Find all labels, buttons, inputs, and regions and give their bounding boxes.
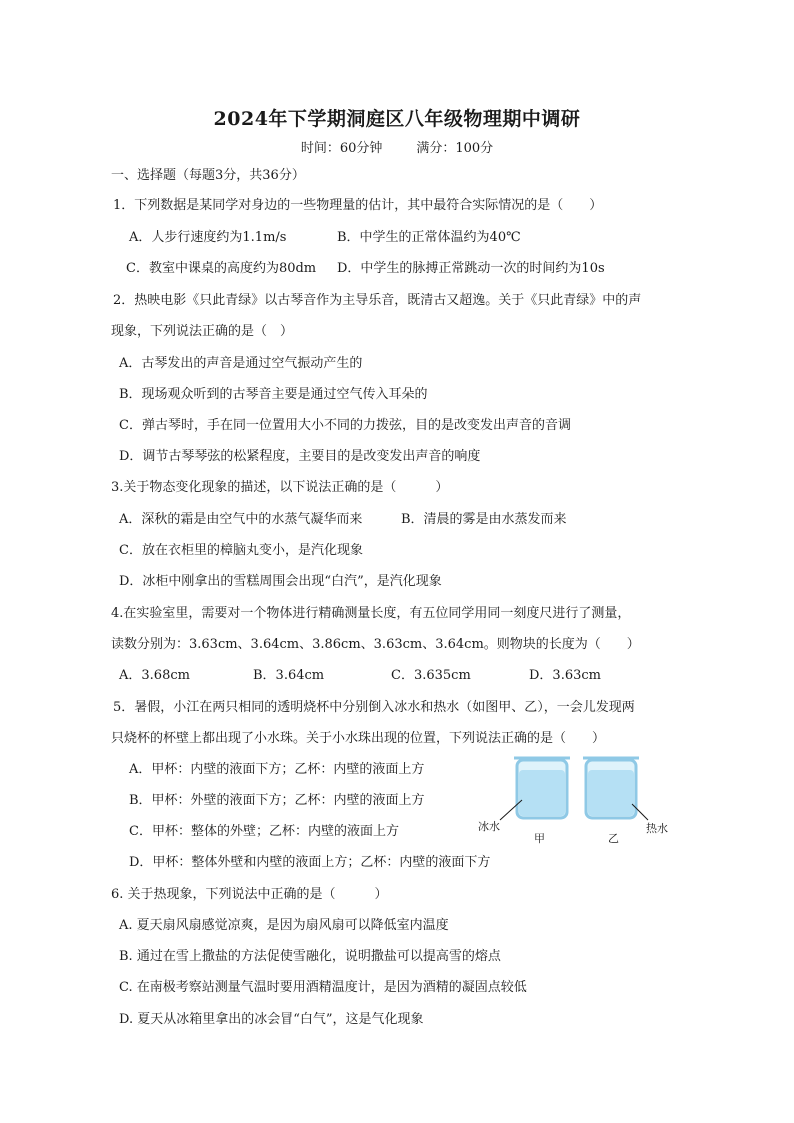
question-3-option-d: D．冰柜中刚拿出的雪糕周围会出现“白汽”，是汽化现象 bbox=[119, 574, 442, 589]
question-5-option-d: D．甲杯：整体外壁和内壁的液面上方；乙杯：内壁的液面下方 bbox=[129, 855, 491, 870]
page-title: 2024年下学期洞庭区八年级物理期中调研 bbox=[213, 108, 581, 130]
question-2-option-a: A．古琴发出的声音是通过空气振动产生的 bbox=[119, 356, 363, 371]
exam-info bbox=[0, 137, 794, 156]
beaker-figure bbox=[478, 748, 698, 848]
question-4-option-c: C．3.635cm bbox=[391, 668, 471, 683]
beaker-yi bbox=[583, 758, 639, 818]
question-3-option-c: C．放在衣柜里的樟脑丸变小，是汽化现象 bbox=[119, 543, 363, 558]
question-4-option-d: D．3.63cm bbox=[529, 668, 601, 683]
question-1-option-b: B．中学生的正常体温约为40℃ bbox=[337, 230, 521, 245]
question-1-stem: 1．下列数据是某同学对身边的一些物理量的估计，其中最符合实际情况的是（ ） bbox=[113, 198, 603, 213]
label-ice-water: 冰水 bbox=[478, 820, 500, 833]
question-5-stem-line-2: 只烧杯的杯壁上都出现了小水珠。关于小水珠出现的位置，下列说法正确的是（ ） bbox=[111, 731, 606, 746]
question-4-option-b: B．3.64cm bbox=[253, 668, 325, 683]
question-4-stem-line-1: 4.在实验室里，需要对一个物体进行精确测量长度，有五位同学用同一刻度尺进行了测量， bbox=[111, 606, 631, 621]
beaker-jia bbox=[514, 758, 570, 818]
question-6-option-d: D. 夏天从冰箱里拿出的冰会冒“白气”，这是气化现象 bbox=[119, 1012, 424, 1027]
question-2-option-d: D．调节古琴琴弦的松紧程度，主要目的是改变发出声音的响度 bbox=[119, 449, 481, 464]
question-4-stem-line-2: 读数分别为：3.63cm、3.64cm、3.86cm、3.63cm、3.64cm。则物块的长度为（ ） bbox=[111, 637, 640, 652]
question-2-stem-line-2: 现象，下列说法正确的是（ ） bbox=[111, 324, 294, 339]
question-3-stem: 3.关于物态变化现象的描述，以下说法正确的是（ ） bbox=[111, 480, 449, 495]
caption-yi: 乙 bbox=[608, 832, 619, 845]
question-6-option-a: A. 夏天扇风扇感觉凉爽，是因为扇风扇可以降低室内温度 bbox=[119, 918, 449, 933]
question-2-stem-line-1: 2．热映电影《只此青绿》以古琴音作为主导乐音，既清古又超逸。关于《只此青绿》中的声 bbox=[113, 293, 642, 308]
label-hot-water: 热水 bbox=[646, 822, 668, 835]
question-5-option-c: C．甲杯：整体的外壁；乙杯：内壁的液面上方 bbox=[129, 824, 399, 839]
question-5-option-a: A．甲杯：内壁的液面下方；乙杯：内壁的液面上方 bbox=[129, 762, 425, 777]
question-4-option-a: A．3.68cm bbox=[119, 668, 190, 683]
question-5-option-b: B．甲杯：外壁的液面下方；乙杯：内壁的液面上方 bbox=[129, 793, 425, 808]
question-1-option-c: C．教室中课桌的高度约为80dm bbox=[126, 261, 317, 276]
question-6-option-c: C. 在南极考察站测量气温时要用酒精温度计，是因为酒精的凝固点较低 bbox=[119, 980, 527, 995]
question-6-stem: 6. 关于热现象，下列说法中正确的是（ ） bbox=[111, 887, 388, 902]
section-header: 一、选择题（每题3分，共36分） bbox=[111, 168, 305, 183]
caption-jia: 甲 bbox=[534, 832, 545, 845]
question-6-option-b: B. 通过在雪上撒盐的方法促使雪融化，说明撒盐可以提高雪的熔点 bbox=[119, 949, 501, 964]
question-2-option-c: C．弹古琴时，手在同一位置用大小不同的力拨弦，目的是改变发出声音的音调 bbox=[119, 418, 571, 433]
exam-time: 时间：60分钟 bbox=[300, 141, 383, 156]
question-3-option-a: A．深秋的霜是由空气中的水蒸气凝华而来 bbox=[119, 512, 363, 527]
question-3-option-b: B．清晨的雾是由水蒸发而来 bbox=[401, 512, 567, 527]
question-1-option-a: A．人步行速度约为1.1m/s bbox=[129, 230, 287, 245]
exam-score: 满分：100分 bbox=[416, 141, 494, 156]
question-2-option-b: B．现场观众听到的古琴音主要是通过空气传入耳朵的 bbox=[119, 387, 428, 402]
question-1-option-d: D．中学生的脉搏正常跳动一次的时间约为10s bbox=[337, 261, 605, 276]
question-5-stem-line-1: 5．暑假，小江在两只相同的透明烧杯中分别倒入冰水和热水（如图甲、乙），一会儿发现两 bbox=[113, 700, 635, 715]
